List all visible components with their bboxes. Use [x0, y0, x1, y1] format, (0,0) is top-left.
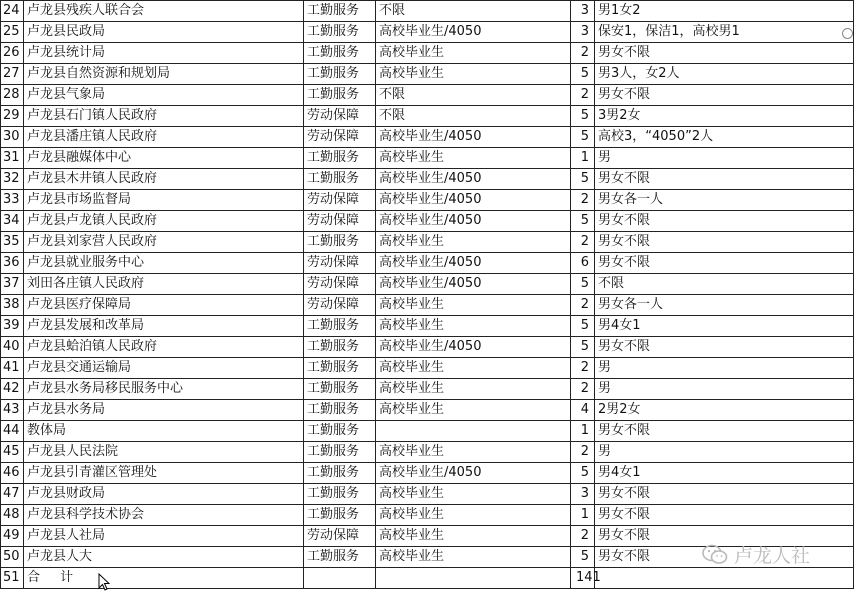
- job-category-cell: 工勤服务: [304, 484, 376, 505]
- row-number-cell: 46: [1, 463, 24, 484]
- note-cell: 男女不限: [595, 169, 854, 190]
- requirement-cell: 高校毕业生: [376, 400, 571, 421]
- row-number-cell: 27: [1, 64, 24, 85]
- table-row: [1, 190, 854, 211]
- unit-name-cell: 卢龙县融媒体中心: [24, 148, 304, 169]
- row-number-cell: 47: [1, 484, 24, 505]
- wechat-icon: [702, 544, 728, 566]
- note-cell: 男1女2: [595, 1, 854, 22]
- table-row: [1, 484, 854, 505]
- headcount-cell: 3: [571, 1, 595, 22]
- note-cell: 男女不限: [595, 547, 854, 568]
- note-cell: 不限: [595, 274, 854, 295]
- table-row: [1, 295, 854, 316]
- row-number-cell: 33: [1, 190, 24, 211]
- total-row-number: 51: [1, 568, 24, 589]
- watermark-text: 卢龙人社: [734, 545, 811, 567]
- table-row: [1, 316, 854, 337]
- unit-name-cell: 卢龙县市场监督局: [24, 190, 304, 211]
- requirement-cell: 高校毕业生/4050: [376, 190, 571, 211]
- row-number-cell: 41: [1, 358, 24, 379]
- headcount-cell: 3: [571, 484, 595, 505]
- watermark: [702, 541, 810, 568]
- row-number-cell: 25: [1, 22, 24, 43]
- requirement-cell: 高校毕业生: [376, 379, 571, 400]
- note-cell: 男女不限: [595, 232, 854, 253]
- row-number-cell: 30: [1, 127, 24, 148]
- unit-name-cell: 卢龙县发展和改革局: [24, 316, 304, 337]
- requirement-cell: 高校毕业生: [376, 484, 571, 505]
- note-cell: 3男2女: [595, 106, 854, 127]
- note-cell: 高校3，“4050”2人: [595, 127, 854, 148]
- unit-name-cell: 卢龙县卢龙镇人民政府: [24, 211, 304, 232]
- table-row: [1, 274, 854, 295]
- note-cell: 男女不限: [595, 253, 854, 274]
- table-row: [1, 358, 854, 379]
- row-number-cell: 50: [1, 547, 24, 568]
- job-category-cell: 工勤服务: [304, 85, 376, 106]
- row-number-cell: 34: [1, 211, 24, 232]
- requirement-cell: 高校毕业生: [376, 295, 571, 316]
- requirement-cell: 高校毕业生: [376, 358, 571, 379]
- table-row: [1, 337, 854, 358]
- job-category-cell: 工勤服务: [304, 337, 376, 358]
- note-cell: 2男2女: [595, 400, 854, 421]
- table-row: [1, 232, 854, 253]
- table-row: [1, 1, 854, 22]
- unit-name-cell: 卢龙县气象局: [24, 85, 304, 106]
- headcount-cell: 5: [571, 337, 595, 358]
- unit-name-cell: 卢龙县蛤泊镇人民政府: [24, 337, 304, 358]
- job-category-cell: 工勤服务: [304, 547, 376, 568]
- headcount-cell: 5: [571, 64, 595, 85]
- note-cell: 男: [595, 442, 854, 463]
- job-category-cell: 工勤服务: [304, 43, 376, 64]
- job-category-cell: 劳动保障: [304, 526, 376, 547]
- table-row: [1, 148, 854, 169]
- requirement-cell: 高校毕业生/4050: [376, 274, 571, 295]
- table-row: [1, 211, 854, 232]
- headcount-cell: 5: [571, 547, 595, 568]
- requirement-cell: 高校毕业生/4050: [376, 253, 571, 274]
- note-cell: 男女不限: [595, 337, 854, 358]
- requirement-cell: 高校毕业生: [376, 547, 571, 568]
- requirement-cell: 高校毕业生: [376, 43, 571, 64]
- job-category-cell: 工勤服务: [304, 169, 376, 190]
- row-number-cell: 43: [1, 400, 24, 421]
- row-number-cell: 36: [1, 253, 24, 274]
- row-number-cell: 42: [1, 379, 24, 400]
- headcount-cell: 1: [571, 505, 595, 526]
- table-row: [1, 400, 854, 421]
- unit-name-cell: 卢龙县残疾人联合会: [24, 1, 304, 22]
- note-cell: 男3人，女2人: [595, 64, 854, 85]
- unit-name-cell: 卢龙县人大: [24, 547, 304, 568]
- row-number-cell: 31: [1, 148, 24, 169]
- row-number-cell: 49: [1, 526, 24, 547]
- unit-name-cell: 卢龙县刘家营人民政府: [24, 232, 304, 253]
- note-cell: 男女不限: [595, 484, 854, 505]
- note-cell: 男: [595, 358, 854, 379]
- headcount-cell: 2: [571, 379, 595, 400]
- total-requirement-cell: [376, 568, 571, 589]
- unit-name-cell: 卢龙县就业服务中心: [24, 253, 304, 274]
- job-category-cell: 工勤服务: [304, 400, 376, 421]
- table-row: [1, 379, 854, 400]
- job-category-cell: 工勤服务: [304, 1, 376, 22]
- requirement-cell: 高校毕业生/4050: [376, 169, 571, 190]
- job-category-cell: 工勤服务: [304, 442, 376, 463]
- scroll-indicator-icon: [842, 28, 853, 39]
- total-category-cell: [304, 568, 376, 589]
- headcount-cell: 5: [571, 127, 595, 148]
- job-category-cell: 工勤服务: [304, 148, 376, 169]
- job-category-cell: 劳动保障: [304, 274, 376, 295]
- job-category-cell: 劳动保障: [304, 190, 376, 211]
- table-row: [1, 43, 854, 64]
- note-cell: 男女不限: [595, 85, 854, 106]
- note-cell: 男女不限: [595, 526, 854, 547]
- unit-name-cell: 卢龙县水务局移民服务中心: [24, 379, 304, 400]
- requirement-cell: 高校毕业生/4050: [376, 337, 571, 358]
- row-number-cell: 28: [1, 85, 24, 106]
- note-cell: 男4女1: [595, 316, 854, 337]
- unit-name-cell: 卢龙县木井镇人民政府: [24, 169, 304, 190]
- unit-name-cell: 卢龙县财政局: [24, 484, 304, 505]
- job-category-cell: 工勤服务: [304, 232, 376, 253]
- note-cell: 男: [595, 148, 854, 169]
- row-number-cell: 44: [1, 421, 24, 442]
- unit-name-cell: 卢龙县交通运输局: [24, 358, 304, 379]
- row-number-cell: 39: [1, 316, 24, 337]
- table-row: [1, 421, 854, 442]
- headcount-cell: 6: [571, 253, 595, 274]
- job-category-cell: 劳动保障: [304, 127, 376, 148]
- table-row: [1, 463, 854, 484]
- note-cell: 男女各一人: [595, 295, 854, 316]
- headcount-cell: 5: [571, 463, 595, 484]
- headcount-cell: 2: [571, 358, 595, 379]
- row-number-cell: 24: [1, 1, 24, 22]
- requirement-cell: 高校毕业生: [376, 505, 571, 526]
- total-row: [1, 568, 854, 589]
- headcount-cell: 2: [571, 85, 595, 106]
- job-category-cell: 劳动保障: [304, 295, 376, 316]
- headcount-cell: 5: [571, 316, 595, 337]
- job-category-cell: 劳动保障: [304, 106, 376, 127]
- table-row: [1, 169, 854, 190]
- unit-name-cell: 卢龙县医疗保障局: [24, 295, 304, 316]
- headcount-cell: 5: [571, 274, 595, 295]
- requirement-cell: 高校毕业生: [376, 64, 571, 85]
- job-category-cell: 工勤服务: [304, 505, 376, 526]
- row-number-cell: 32: [1, 169, 24, 190]
- mouse-cursor-icon: [98, 573, 112, 591]
- job-category-cell: 工勤服务: [304, 316, 376, 337]
- unit-name-cell: 卢龙县民政局: [24, 22, 304, 43]
- unit-name-cell: 卢龙县石门镇人民政府: [24, 106, 304, 127]
- row-number-cell: 48: [1, 505, 24, 526]
- requirement-cell: 不限: [376, 85, 571, 106]
- unit-name-cell: 卢龙县科学技术协会: [24, 505, 304, 526]
- note-cell: 男女不限: [595, 505, 854, 526]
- job-category-cell: 工勤服务: [304, 463, 376, 484]
- unit-name-cell: 卢龙县水务局: [24, 400, 304, 421]
- row-number-cell: 40: [1, 337, 24, 358]
- unit-name-cell: 卢龙县潘庄镇人民政府: [24, 127, 304, 148]
- unit-name-cell: 卢龙县人社局: [24, 526, 304, 547]
- unit-name-cell: 卢龙县自然资源和规划局: [24, 64, 304, 85]
- requirement-cell: [376, 421, 571, 442]
- table-row: [1, 22, 854, 43]
- requirement-cell: 不限: [376, 106, 571, 127]
- unit-name-cell: 卢龙县人民法院: [24, 442, 304, 463]
- headcount-cell: 2: [571, 442, 595, 463]
- headcount-cell: 2: [571, 526, 595, 547]
- table-row: [1, 253, 854, 274]
- table-body: [1, 1, 854, 568]
- requirement-cell: 高校毕业生: [376, 316, 571, 337]
- note-cell: 男女各一人: [595, 190, 854, 211]
- requirement-cell: 高校毕业生/4050: [376, 211, 571, 232]
- table-row: [1, 85, 854, 106]
- note-cell: 男女不限: [595, 211, 854, 232]
- requirement-cell: 高校毕业生: [376, 442, 571, 463]
- table-row: [1, 64, 854, 85]
- requirement-cell: 高校毕业生/4050: [376, 463, 571, 484]
- row-number-cell: 37: [1, 274, 24, 295]
- requirement-cell: 高校毕业生: [376, 526, 571, 547]
- unit-name-cell: 卢龙县统计局: [24, 43, 304, 64]
- headcount-cell: 2: [571, 43, 595, 64]
- row-number-cell: 38: [1, 295, 24, 316]
- requirement-cell: 高校毕业生/4050: [376, 22, 571, 43]
- headcount-cell: 3: [571, 22, 595, 43]
- note-cell: 保安1，保洁1，高校男1: [595, 22, 854, 43]
- job-category-cell: 劳动保障: [304, 211, 376, 232]
- note-cell: 男4女1: [595, 463, 854, 484]
- job-category-cell: 工勤服务: [304, 22, 376, 43]
- table-row: [1, 106, 854, 127]
- headcount-cell: 1: [571, 148, 595, 169]
- job-category-cell: 工勤服务: [304, 358, 376, 379]
- job-category-cell: 劳动保障: [304, 253, 376, 274]
- note-cell: 男女不限: [595, 421, 854, 442]
- row-number-cell: 45: [1, 442, 24, 463]
- job-category-cell: 工勤服务: [304, 64, 376, 85]
- table-row: [1, 127, 854, 148]
- note-cell: 男: [595, 379, 854, 400]
- total-note-cell: [595, 568, 854, 589]
- table-row: [1, 505, 854, 526]
- job-category-cell: 工勤服务: [304, 421, 376, 442]
- row-number-cell: 35: [1, 232, 24, 253]
- requirement-cell: 高校毕业生: [376, 232, 571, 253]
- requirement-cell: 高校毕业生/4050: [376, 127, 571, 148]
- headcount-cell: 2: [571, 232, 595, 253]
- requirement-cell: 高校毕业生: [376, 148, 571, 169]
- headcount-cell: 2: [571, 295, 595, 316]
- note-cell: 男女不限: [595, 43, 854, 64]
- headcount-cell: 4: [571, 400, 595, 421]
- unit-name-cell: 教体局: [24, 421, 304, 442]
- total-label: 合 计: [24, 568, 304, 589]
- headcount-cell: 5: [571, 211, 595, 232]
- total-count: 141: [571, 568, 595, 589]
- job-category-cell: 工勤服务: [304, 379, 376, 400]
- unit-name-cell: 刘田各庄镇人民政府: [24, 274, 304, 295]
- row-number-cell: 26: [1, 43, 24, 64]
- headcount-cell: 2: [571, 190, 595, 211]
- unit-name-cell: 卢龙县引青灌区管理处: [24, 463, 304, 484]
- requirement-cell: 不限: [376, 1, 571, 22]
- headcount-cell: 5: [571, 106, 595, 127]
- row-number-cell: 29: [1, 106, 24, 127]
- headcount-cell: 1: [571, 421, 595, 442]
- headcount-cell: 5: [571, 169, 595, 190]
- table-row: [1, 442, 854, 463]
